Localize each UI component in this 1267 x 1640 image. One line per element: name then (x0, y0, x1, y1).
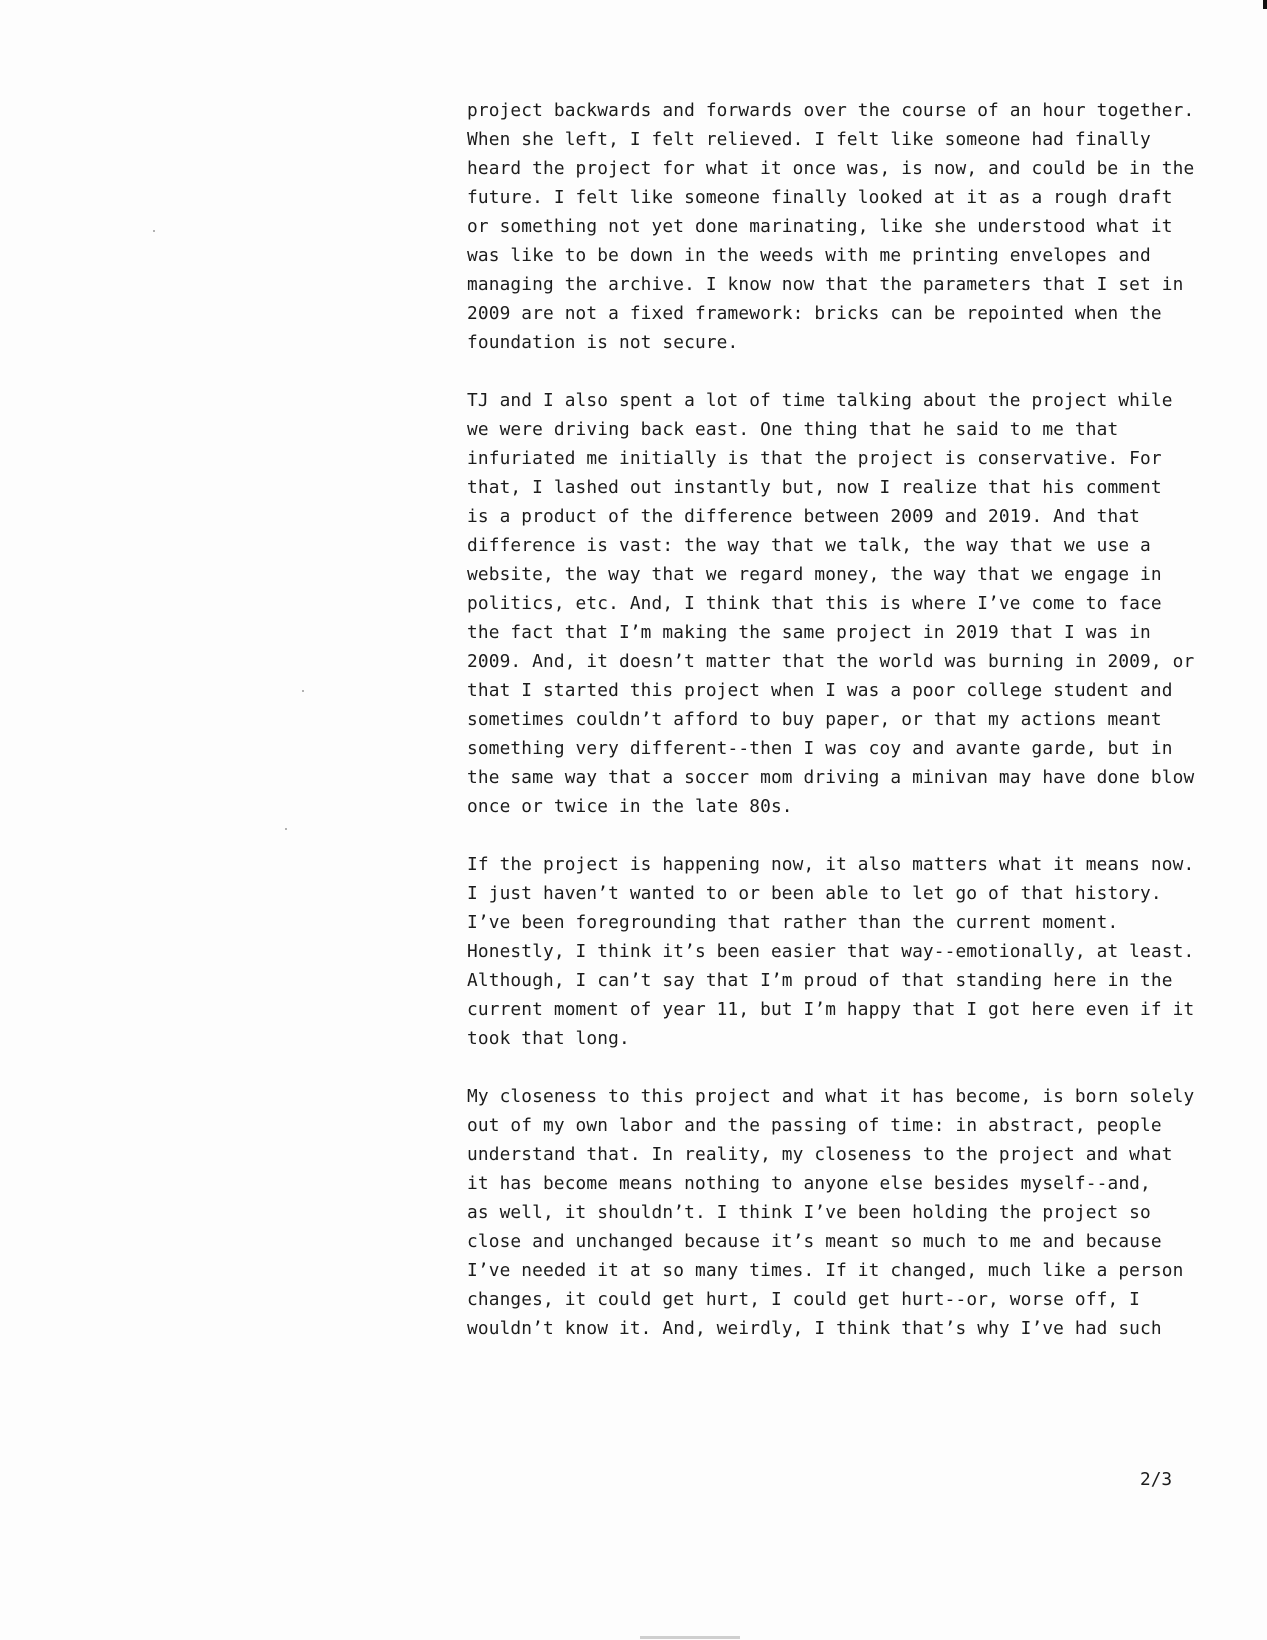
text-line: project backwards and forwards over the course of an hour together. (467, 100, 1195, 121)
text-line: as well, it shouldn’t. I think I’ve been holding the project so (467, 1202, 1151, 1223)
text-line: When she left, I felt relieved. I felt like someone had finally (467, 129, 1151, 150)
text-line: the same way that a soccer mom driving a minivan may have done blow (467, 767, 1195, 788)
scan-speck (153, 230, 155, 232)
text-line: politics, etc. And, I think that this is where I’ve come to face (467, 593, 1162, 614)
text-line: close and unchanged because it’s meant so much to me and because (467, 1231, 1162, 1252)
text-line: I’ve needed it at so many times. If it changed, much like a person (467, 1260, 1184, 1281)
scan-bottom-mark (640, 1636, 740, 1639)
text-line: My closeness to this project and what it has become, is born solely (467, 1086, 1195, 1107)
text-line: heard the project for what it once was, is now, and could be in the (467, 158, 1195, 179)
text-line: wouldn’t know it. And, weirdly, I think that’s why I’ve had such (467, 1318, 1162, 1339)
text-line: it has become means nothing to anyone else besides myself--and, (467, 1173, 1151, 1194)
paragraph (467, 1082, 1195, 1343)
text-line: difference is vast: the way that we talk, the way that we use a (467, 535, 1151, 556)
text-line: Although, I can’t say that I’m proud of that standing here in the (467, 970, 1173, 991)
text-line: understand that. In reality, my closeness to the project and what (467, 1144, 1173, 1165)
text-line: I just haven’t wanted to or been able to let go of that history. (467, 883, 1162, 904)
page-number: 2/3 (1140, 1469, 1173, 1490)
text-line: infuriated me initially is that the project is conservative. For (467, 448, 1162, 469)
text-line: or something not yet done marinating, like she understood what it (467, 216, 1173, 237)
text-line: the fact that I’m making the same project in 2019 that I was in (467, 622, 1151, 643)
text-line: sometimes couldn’t afford to buy paper, or that my actions meant (467, 709, 1162, 730)
text-line: once or twice in the late 80s. (467, 796, 793, 817)
text-line: changes, it could get hurt, I could get hurt--or, worse off, I (467, 1289, 1141, 1310)
text-line: took that long. (467, 1028, 630, 1049)
text-line: managing the archive. I know now that the parameters that I set in (467, 274, 1184, 295)
paragraph (467, 96, 1195, 357)
text-line: I’ve been foregrounding that rather than the current moment. (467, 912, 1119, 933)
scan-corner-mark (1263, 0, 1267, 9)
text-line: 2009 are not a fixed framework: bricks can be repointed when the (467, 303, 1162, 324)
text-line: that I started this project when I was a poor college student and (467, 680, 1173, 701)
text-line: future. I felt like someone finally looked at it as a rough draft (467, 187, 1173, 208)
text-line: that, I lashed out instantly but, now I realize that his comment (467, 477, 1162, 498)
scan-speck (302, 690, 304, 692)
text-line: foundation is not secure. (467, 332, 739, 353)
scan-speck (285, 828, 287, 830)
body-text (467, 96, 1195, 1372)
text-line: website, the way that we regard money, the way that we engage in (467, 564, 1162, 585)
text-line: TJ and I also spent a lot of time talking about the project while (467, 390, 1173, 411)
text-line: Honestly, I think it’s been easier that way--emotionally, at least. (467, 941, 1195, 962)
text-line: If the project is happening now, it also matters what it means now. (467, 854, 1195, 875)
text-line: we were driving back east. One thing that he said to me that (467, 419, 1119, 440)
text-line: was like to be down in the weeds with me printing envelopes and (467, 245, 1151, 266)
text-line: something very different--then I was coy and avante garde, but in (467, 738, 1173, 759)
paragraph (467, 386, 1195, 821)
text-line: current moment of year 11, but I’m happy that I got here even if it (467, 999, 1195, 1020)
text-line: is a product of the difference between 2009 and 2019. And that (467, 506, 1141, 527)
text-line: out of my own labor and the passing of time: in abstract, people (467, 1115, 1162, 1136)
paragraph (467, 850, 1195, 1053)
text-line: 2009. And, it doesn’t matter that the world was burning in 2009, or (467, 651, 1195, 672)
